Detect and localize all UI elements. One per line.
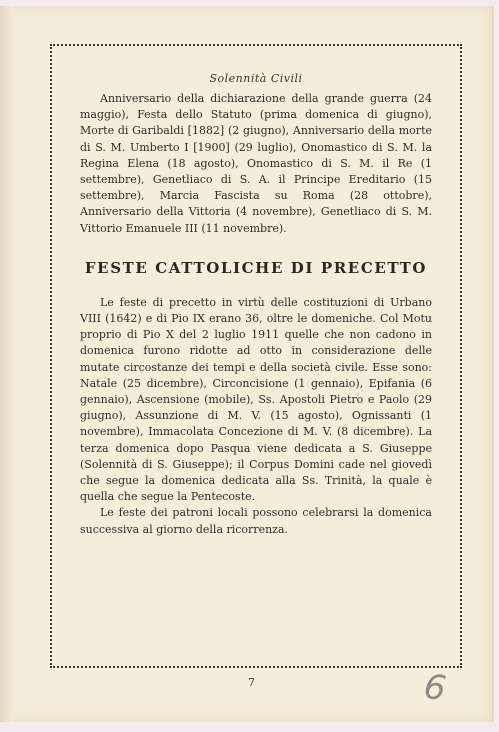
page-content [80,72,432,538]
section-heading: FESTE CATTOLICHE DI PRECETTO [84,258,428,277]
page-number: 7 [248,676,255,689]
section-subtitle: Solennità Civili [209,72,303,85]
civil-holidays-paragraph: Anniversario della dichiarazione della grande guerra (24 maggio), Festa dello Statuto (prima domenica di giugno), Morte di Garibaldi [1882] (2 giugno), Anniversario della morte di S. M. Umberto I [1900] (29 luglio), Onomastico di S. M. la Regina Elena (18 agosto), Onomastico di S. M. il Re (1 settembre), Genetliaco di S. A. il Principe Ereditario (15 settembre), Marcia Fascista su Roma (28 ottobre), Anniversario della Vittoria (4 novembre), Genetliaco di S. M. Vittorio Emanuele III (11 novembre). [80,92,432,235]
patroni-paragraph: Le feste dei patroni locali possono celebrarsi la domenica successiva al giorno della ricorrenza. [80,506,432,536]
page-gutter [0,6,14,722]
pencil-annotation: 6 [421,666,449,710]
precetto-paragraph: Le feste di precetto in virtù delle costituzioni di Urbano VIII (1642) e di Pio IX erano 36, oltre le domeniche. Col Motu proprio di Pio X del 2 luglio 1911 quelle che non cadono in domenica furono ridotte ad otto in considerazione delle mutate circostanze dei tempi e della società civile. Esse sono: Natale (25 dicembre), Circoncisione (1 gennaio), Epifania (6 gennaio), Ascensione (mobile), Ss. Apostoli Pietro e Paolo (29 giugno), Assunzione di M. V. (15 agosto), Ognissanti (1 novembre), Immacolata Concezione di M. V. (8 dicembre). La terza domenica dopo Pasqua viene dedicata a S. Giuseppe (Solennità di S. Giuseppe); il Corpus Domini cade nel giovedì che segue la domenica dedicata alla Ss. Trinità, la quale è quella che segue la Pentecoste. [80,295,432,504]
